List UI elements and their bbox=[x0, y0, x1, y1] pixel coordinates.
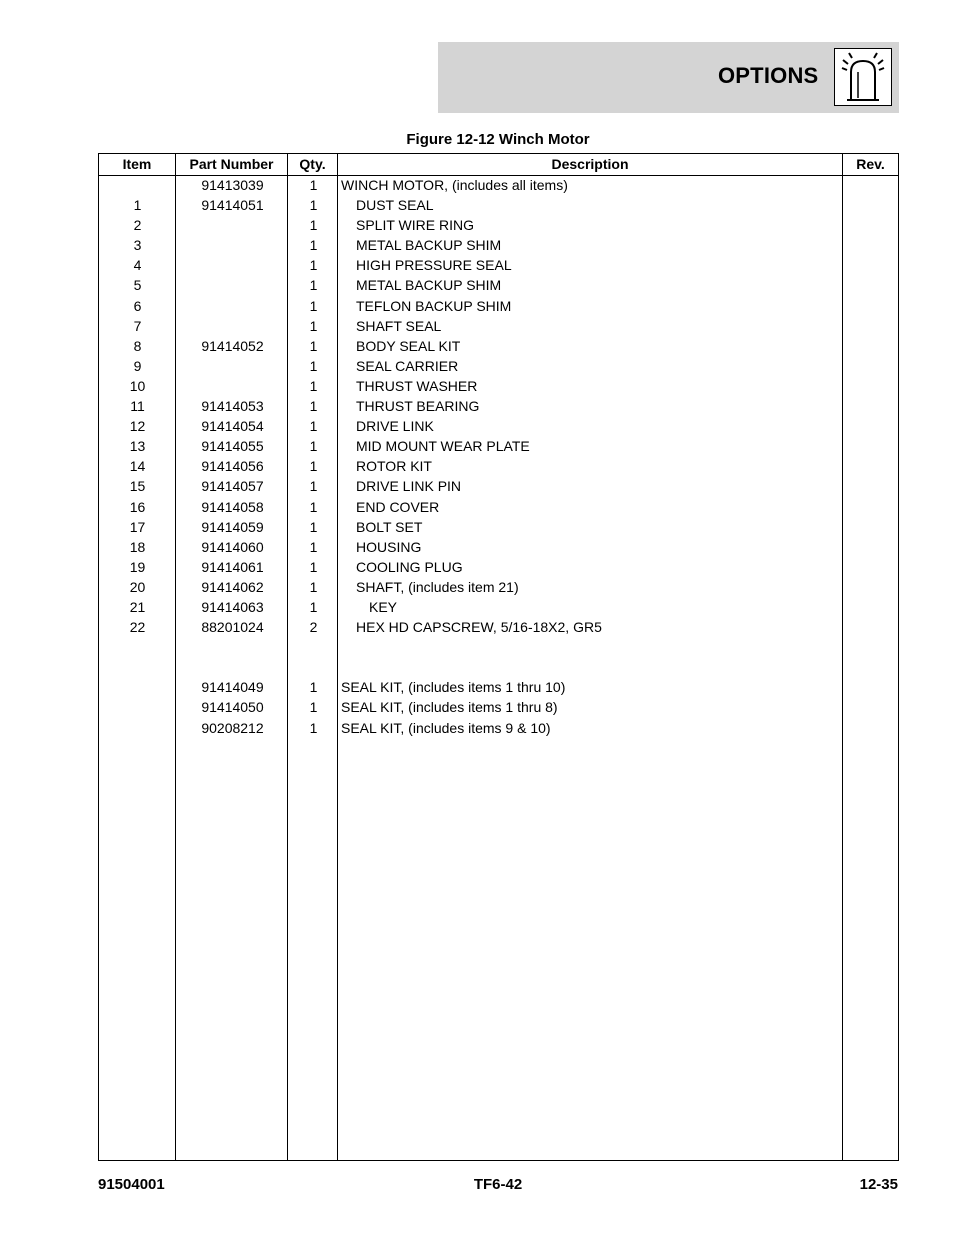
item-cell: 20 bbox=[129, 578, 146, 595]
qty-cell: 1 bbox=[309, 277, 318, 294]
table-row bbox=[99, 678, 898, 698]
table-row bbox=[99, 297, 898, 317]
qty-cell: 1 bbox=[309, 217, 318, 234]
qty-cell: 1 bbox=[309, 398, 318, 415]
description-cell: COOLING PLUG bbox=[356, 558, 463, 575]
description-cell: ROTOR KIT bbox=[356, 458, 432, 475]
part-number-cell: 91414053 bbox=[201, 398, 264, 415]
part-number-cell: 91414050 bbox=[201, 699, 264, 716]
qty-cell: 1 bbox=[309, 598, 318, 615]
item-cell: 6 bbox=[133, 297, 142, 314]
qty-cell: 1 bbox=[309, 438, 318, 455]
qty-cell: 1 bbox=[309, 679, 318, 696]
qty-cell: 1 bbox=[309, 377, 318, 394]
item-cell: 17 bbox=[129, 518, 146, 535]
qty-cell: 1 bbox=[309, 357, 318, 374]
table-row bbox=[99, 719, 898, 739]
item-cell: 5 bbox=[133, 277, 142, 294]
description-cell: MID MOUNT WEAR PLATE bbox=[356, 438, 530, 455]
figure-title: Figure 12-12 Winch Motor bbox=[406, 131, 590, 148]
footer-doc-number: 91504001 bbox=[98, 1176, 165, 1193]
table-row bbox=[99, 176, 898, 196]
qty-cell: 1 bbox=[309, 197, 318, 214]
description-cell: SPLIT WIRE RING bbox=[356, 217, 474, 234]
table-row bbox=[99, 618, 898, 638]
description-cell: THRUST BEARING bbox=[356, 398, 480, 415]
table-row bbox=[99, 477, 898, 497]
item-cell: 22 bbox=[129, 619, 146, 636]
description-cell: DRIVE LINK bbox=[356, 418, 434, 435]
part-number-cell: 91414052 bbox=[201, 337, 264, 354]
qty-cell: 1 bbox=[309, 237, 318, 254]
description-cell: HOUSING bbox=[356, 538, 422, 555]
description-cell: METAL BACKUP SHIM bbox=[356, 237, 502, 254]
qty-cell: 1 bbox=[309, 498, 318, 515]
table-row bbox=[99, 417, 898, 437]
section-header bbox=[438, 42, 899, 113]
qty-cell: 1 bbox=[309, 719, 318, 736]
description-cell: DRIVE LINK PIN bbox=[356, 478, 462, 495]
qty-cell: 1 bbox=[309, 337, 318, 354]
part-number-cell: 91414051 bbox=[201, 197, 264, 214]
table-row bbox=[99, 538, 898, 558]
table-row bbox=[99, 317, 898, 337]
qty-cell: 1 bbox=[309, 418, 318, 435]
part-number-cell: 91414060 bbox=[201, 538, 264, 555]
description-cell: DUST SEAL bbox=[356, 197, 434, 214]
part-number-cell: 91414063 bbox=[201, 598, 264, 615]
item-cell: 10 bbox=[129, 377, 146, 394]
description-cell: BODY SEAL KIT bbox=[356, 337, 461, 354]
description-cell: SEAL KIT, (includes items 1 thru 8) bbox=[341, 699, 558, 716]
item-cell: 16 bbox=[129, 498, 146, 515]
qty-cell: 1 bbox=[309, 699, 318, 716]
beacon-light-icon bbox=[834, 48, 892, 106]
table-row bbox=[99, 377, 898, 397]
table-row bbox=[99, 498, 898, 518]
item-cell: 14 bbox=[129, 458, 146, 475]
table-row bbox=[99, 397, 898, 417]
qty-cell: 1 bbox=[309, 518, 318, 535]
description-cell: METAL BACKUP SHIM bbox=[356, 277, 502, 294]
parts-table bbox=[98, 153, 899, 1161]
section-title: OPTIONS bbox=[718, 63, 819, 88]
qty-cell: 1 bbox=[309, 558, 318, 575]
table-row bbox=[99, 698, 898, 718]
qty-cell: 1 bbox=[309, 257, 318, 274]
qty-cell: 1 bbox=[309, 297, 318, 314]
description-cell: SEAL CARRIER bbox=[356, 357, 459, 374]
table-row bbox=[99, 558, 898, 578]
description-cell: WINCH MOTOR, (includes all items) bbox=[341, 177, 568, 193]
table-row bbox=[99, 658, 898, 678]
item-cell: 21 bbox=[129, 598, 146, 615]
description-cell: SHAFT, (includes item 21) bbox=[356, 578, 519, 595]
item-cell: 8 bbox=[133, 337, 142, 354]
table-row bbox=[99, 638, 898, 658]
item-cell: 15 bbox=[129, 478, 146, 495]
item-cell: 2 bbox=[133, 217, 142, 234]
part-number-cell: 88201024 bbox=[201, 619, 264, 636]
part-number-cell: 91414055 bbox=[201, 438, 264, 455]
column-header-qty: Qty. bbox=[299, 156, 326, 172]
qty-cell: 1 bbox=[309, 458, 318, 475]
description-cell: HEX HD CAPSCREW, 5/16-18X2, GR5 bbox=[356, 619, 602, 636]
part-number-cell: 91414058 bbox=[201, 498, 264, 515]
part-number-cell: 91414061 bbox=[201, 558, 264, 575]
part-number-cell: 91414054 bbox=[201, 418, 264, 435]
description-cell: TEFLON BACKUP SHIM bbox=[356, 297, 512, 314]
part-number-cell: 91414049 bbox=[201, 679, 264, 696]
description-cell: SEAL KIT, (includes items 9 & 10) bbox=[341, 719, 551, 736]
table-row bbox=[99, 578, 898, 598]
table-body bbox=[99, 176, 898, 739]
part-number-cell: 91414056 bbox=[201, 458, 264, 475]
table-row bbox=[99, 457, 898, 477]
item-cell: 1 bbox=[133, 197, 142, 214]
qty-cell: 2 bbox=[309, 619, 318, 636]
table-row bbox=[99, 598, 898, 618]
table-row bbox=[99, 437, 898, 457]
column-header-item: Item bbox=[122, 156, 152, 172]
column-header-part-number: Part Number bbox=[189, 156, 274, 172]
item-cell: 7 bbox=[133, 317, 142, 334]
table-row bbox=[99, 276, 898, 296]
table-row bbox=[99, 216, 898, 236]
part-number-cell: 90208212 bbox=[201, 719, 264, 736]
description-cell: THRUST WASHER bbox=[356, 377, 478, 394]
table-row bbox=[99, 337, 898, 357]
footer-page-number: 12-35 bbox=[859, 1176, 898, 1193]
column-header-rev: Rev. bbox=[856, 156, 885, 172]
column-header-description: Description bbox=[551, 156, 629, 172]
description-cell: END COVER bbox=[356, 498, 440, 515]
table-row bbox=[99, 357, 898, 377]
description-cell: SEAL KIT, (includes items 1 thru 10) bbox=[341, 679, 566, 696]
item-cell: 18 bbox=[129, 538, 146, 555]
item-cell: 12 bbox=[129, 418, 146, 435]
description-cell: SHAFT SEAL bbox=[356, 317, 442, 334]
part-number-cell: 91414057 bbox=[201, 478, 264, 495]
qty-cell: 1 bbox=[309, 478, 318, 495]
item-cell: 19 bbox=[129, 558, 146, 575]
footer-section-code: TF6-42 bbox=[473, 1176, 523, 1193]
table-row bbox=[99, 256, 898, 276]
item-cell: 9 bbox=[133, 357, 142, 374]
item-cell: 11 bbox=[130, 398, 145, 415]
qty-cell: 1 bbox=[309, 538, 318, 555]
table-row bbox=[99, 196, 898, 216]
description-cell: HIGH PRESSURE SEAL bbox=[356, 257, 512, 274]
item-cell: 13 bbox=[129, 438, 146, 455]
qty-cell: 1 bbox=[309, 578, 318, 595]
part-number-cell: 91414059 bbox=[201, 518, 264, 535]
part-number-cell: 91414062 bbox=[201, 578, 264, 595]
qty-cell: 1 bbox=[309, 317, 318, 334]
item-cell: 4 bbox=[133, 257, 142, 274]
table-row bbox=[99, 518, 898, 538]
description-cell: BOLT SET bbox=[356, 518, 423, 535]
qty-cell: 1 bbox=[309, 177, 318, 193]
description-cell: KEY bbox=[369, 598, 398, 615]
item-cell: 3 bbox=[133, 237, 142, 254]
part-number-cell: 91413039 bbox=[201, 177, 264, 193]
table-row bbox=[99, 236, 898, 256]
